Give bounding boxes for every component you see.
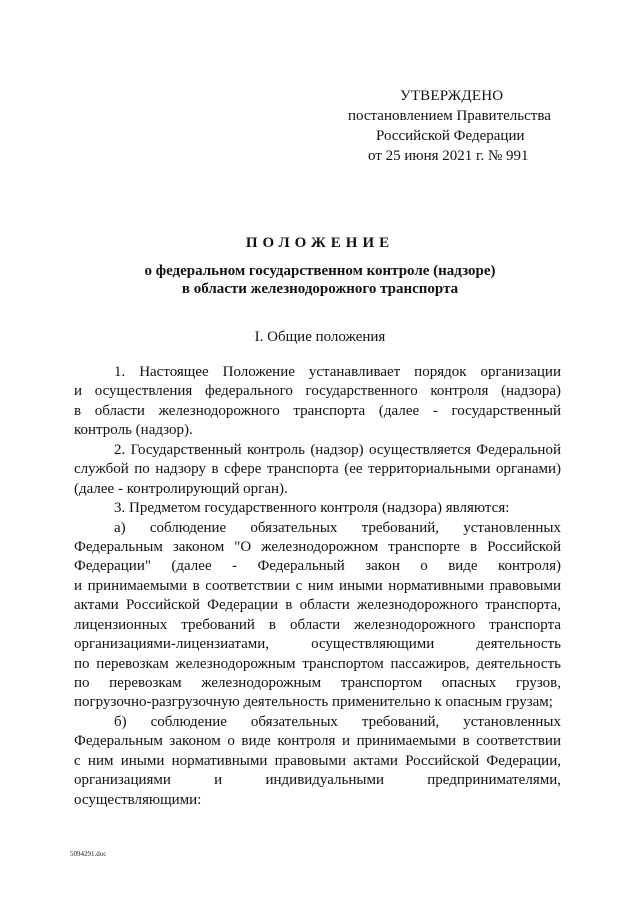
paragraph-1-line: контроль (надзор). (74, 422, 193, 439)
approval-stamp-title: УТВЕРЖДЕНО (400, 88, 504, 104)
item-a-line: погрузочно-разгрузочную деятельность применительно к опасным грузам; (74, 694, 553, 711)
item-a-line: и принимаемыми в соответствии с ним иными нормативными правовыми (74, 577, 561, 594)
paragraph-2-line: 2. Государственный контроль (надзор) осуществляется Федеральной (114, 441, 561, 458)
item-b-line: осуществляющими: (74, 791, 202, 808)
item-b-line: б) соблюдение обязательных требований, установленных (114, 713, 561, 730)
item-b-line: с ним иными нормативными правовыми актами Российской Федерации, (74, 752, 561, 769)
item-b-line: организациями и индивидуальными предпринимателями, (74, 772, 561, 789)
paragraph-1-line: и осуществления федерального государственного контроля (надзора) (74, 383, 561, 400)
paragraph-3-line: 3. Предметом государственного контроля (надзора) являются: (114, 500, 510, 517)
approval-date-number-line: от 25 июня 2021 г. № 991 (368, 148, 529, 164)
document-title: ПОЛОЖЕНИЕ (245, 235, 395, 251)
item-a-line: по перевозкам железнодорожным транспортом пассажиров, деятельность (74, 655, 561, 672)
item-a-line: по перевозкам железнодорожным транспортом опасных грузов, (74, 675, 561, 691)
item-a-line: Федеральным законом "О железнодорожном транспорте в Российской (74, 538, 561, 555)
item-b-line: Федеральным законом о виде контроля и принимаемыми в соответствии (74, 733, 561, 750)
document-subtitle-line-2: в области железнодорожного транспорта (181, 281, 459, 297)
paragraph-1-line: 1. Настоящее Положение устанавливает порядок организации (114, 364, 561, 380)
item-a-line: лицензионных требований в области железнодорожного транспорта (74, 616, 561, 633)
paragraph-1-line: в области железнодорожного транспорта (далее - государственный (74, 402, 561, 419)
item-a-line: а) соблюдение обязательных требований, установленных (114, 519, 561, 536)
item-a-line: актами Российской Федерации в области железнодорожного транспорта, (74, 597, 561, 614)
document-subtitle-line-1: о федеральном государственном контроле (надзоре) (144, 263, 496, 279)
file-reference-footer: 5094291.doc (70, 850, 107, 858)
approval-authority-line: Российской Федерации (376, 128, 525, 144)
item-a-line: организациями-лицензиатами, осуществляющими деятельность (74, 636, 561, 653)
paragraph-2-line: (далее - контролирующий орган). (74, 480, 288, 497)
section-heading: I. Общие положения (254, 329, 386, 345)
body-text (74, 363, 561, 810)
paragraph-2-line: службой по надзору в сфере транспорта (ее территориальными органами) (74, 461, 561, 478)
item-a-line: Федерации" (далее - Федеральный закон о виде контроля) (74, 558, 561, 575)
approval-by-line: постановлением Правительства (348, 108, 551, 124)
